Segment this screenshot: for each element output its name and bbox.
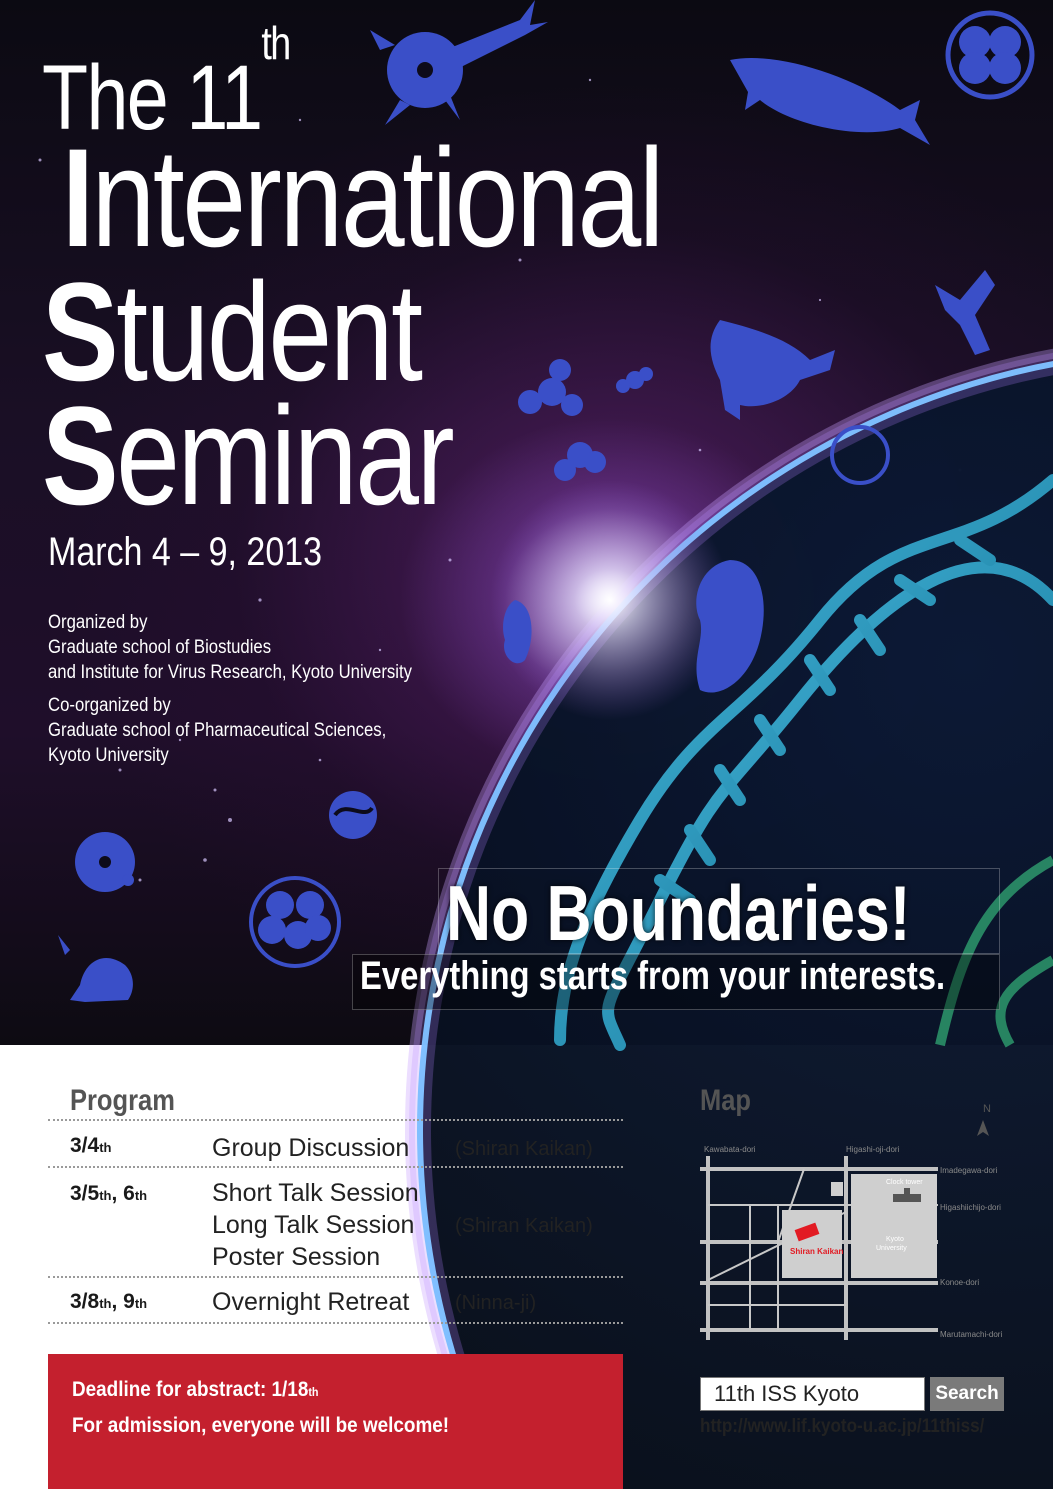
- date-suffix: th: [99, 1140, 112, 1155]
- title-international: [62, 119, 662, 276]
- zebrafish-icon: [730, 58, 930, 145]
- deadline-main: Deadline for abstract: 1/18: [72, 1378, 309, 1401]
- venue-label: Shiran Kaikan: [790, 1247, 844, 1256]
- deadline-text: [72, 1378, 319, 1402]
- light-flare: [490, 480, 730, 720]
- coorganizer-line-2: Kyoto University: [48, 745, 169, 766]
- program-date-3: [70, 1290, 147, 1314]
- title-student-rest: tudent: [116, 253, 421, 410]
- website-url[interactable]: http://www.lif.kyoto-u.ac.jp/11thiss/: [700, 1416, 985, 1437]
- search-button[interactable]: Search: [930, 1377, 1004, 1411]
- road-label-marutamachi: Marutamachi-dori: [940, 1330, 1003, 1339]
- program-place-3: (Ninna-ji): [455, 1292, 537, 1314]
- map-block: [782, 1210, 842, 1278]
- tagline-sub: Everything starts from your interests.: [360, 954, 946, 998]
- search-input[interactable]: 11th ISS Kyoto: [700, 1377, 925, 1411]
- map-block: [831, 1182, 843, 1196]
- road-label-imadegawa: Imadegawa-dori: [940, 1166, 998, 1175]
- title-initial-s2: S: [42, 377, 117, 534]
- neuron-icon: [370, 0, 548, 125]
- date-suffix: th: [99, 1296, 112, 1311]
- road-label-higashioji: Higashi-oji-dori: [846, 1145, 900, 1154]
- tagline-main: No Boundaries!: [446, 869, 911, 957]
- date-main: 3/4: [70, 1134, 100, 1157]
- organized-label: Organized by: [48, 612, 148, 633]
- admission-text: For admission, everyone will be welcome!: [72, 1414, 450, 1437]
- title-seminar-rest: eminar: [116, 377, 453, 534]
- date-main: 3/5: [70, 1182, 100, 1205]
- date-extra-suffix: th: [134, 1296, 148, 1311]
- road-label-konoe: Konoe-dori: [940, 1278, 980, 1287]
- date-extra: , 9: [111, 1290, 135, 1313]
- organizer-line-1: Graduate school of Biostudies: [48, 637, 272, 658]
- title-ordinal: th: [261, 17, 290, 70]
- program-event-2c: Poster Session: [212, 1243, 381, 1271]
- divider: [48, 1119, 623, 1121]
- date-suffix: th: [99, 1188, 112, 1203]
- map-heading: Map: [700, 1084, 751, 1117]
- program-place-2: (Shiran Kaikan): [455, 1215, 593, 1237]
- north-label: N: [983, 1103, 991, 1115]
- date-main: 3/8: [70, 1290, 100, 1313]
- divider: [48, 1166, 623, 1168]
- deadline-suffix: th: [308, 1385, 319, 1399]
- title-international-rest: nternational: [91, 119, 662, 276]
- program-event-3: Overnight Retreat: [212, 1288, 410, 1316]
- title-the-text: The 11: [42, 47, 262, 149]
- single-cell-icon: [329, 791, 377, 839]
- chromosome-icon: [935, 270, 995, 355]
- program-event-2a: Short Talk Session: [212, 1179, 419, 1207]
- road-label-kawabata: Kawabata-dori: [704, 1145, 756, 1154]
- divider: [48, 1322, 623, 1324]
- egg-cell-icon: [75, 832, 135, 892]
- organizers: [48, 610, 412, 685]
- blastula-icon: [251, 878, 339, 966]
- organizer-line-2: and Institute for Virus Research, Kyoto University: [48, 662, 412, 683]
- kyoto-university-block: [851, 1174, 937, 1278]
- program-date-1: [70, 1134, 111, 1158]
- program-date-2: [70, 1182, 147, 1206]
- mouse-icon: [58, 935, 133, 1002]
- date-extra: , 6: [111, 1182, 135, 1205]
- title-initial-i: I: [62, 119, 92, 276]
- program-event-2b: Long Talk Session: [212, 1211, 415, 1239]
- frog-icon: [711, 320, 835, 420]
- date-extra-suffix: th: [134, 1188, 148, 1203]
- event-date: March 4 – 9, 2013: [48, 530, 323, 574]
- program-place-1: (Shiran Kaikan): [455, 1138, 593, 1160]
- road-label-higashiichijo: Higashiichijo-dori: [940, 1203, 1001, 1212]
- title-initial-s1: S: [42, 253, 117, 410]
- campus-map: [700, 1103, 1010, 1345]
- coorganizer-line-1: Graduate school of Pharmaceutical Sciences,: [48, 720, 387, 741]
- title-seminar: [42, 377, 453, 534]
- university-label-2: University: [876, 1245, 907, 1252]
- divider: [48, 1276, 623, 1278]
- clock-tower-label: Clock tower: [886, 1179, 923, 1186]
- cell-division-icon: [948, 13, 1032, 97]
- co-organizers: [48, 693, 386, 768]
- university-label-1: Kyoto: [886, 1236, 904, 1243]
- program-event-1: Group Discussion: [212, 1134, 410, 1162]
- coorganized-label: Co-organized by: [48, 695, 171, 716]
- program-heading: Program: [70, 1084, 175, 1117]
- flower-icon: [518, 359, 653, 481]
